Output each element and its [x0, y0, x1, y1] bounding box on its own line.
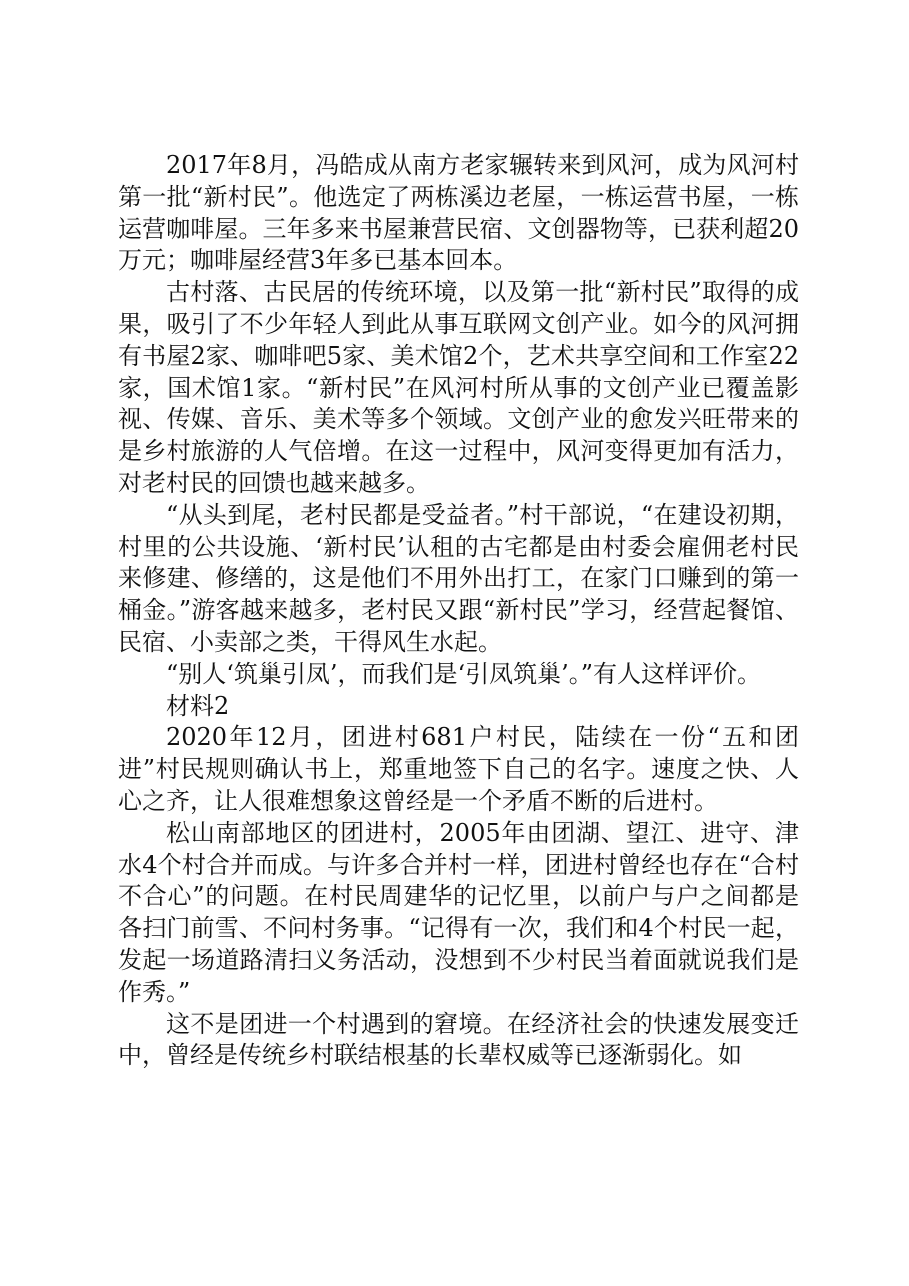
paragraph: 这不是团进一个村遇到的窘境。在经济社会的快速发展变迁中，曾经是传统乡村联结根基的长辈权威等已逐渐弱化。如 — [118, 1009, 799, 1070]
paragraph: “别人‘筑巢引凤’，而我们是‘引凤筑巢’。”有人这样评价。 — [166, 659, 762, 688]
document-body — [118, 150, 799, 1072]
section-heading: 材料2 — [166, 691, 230, 720]
paragraph: “从头到尾，老村民都是受益者。”村干部说，“在建设初期，村里的公共设施、‘新村民’认租的古宅都是由村委会雇佣老村民来修建、修缮的，这是他们不用外出打工，在家门口赚到的第一桶金。”游客越来越多，老村民又跟“新村民”学习，经营起餐馆、民宿、小卖部之类，干得风生水起。 — [118, 500, 799, 656]
paragraph: 2017年8月，冯皓成从南方老家辗转来到风河，成为风河村第一批“新村民”。他选定了两栋溪边老屋，一栋运营书屋，一栋运营咖啡屋。三年多来书屋兼营民宿、文创器物等，已获利超20万元；咖啡屋经营3年多已基本回本。 — [118, 151, 799, 275]
paragraph: 2020年12月，团进村681户村民，陆续在一份“五和团进”村民规则确认书上，郑重地签下自己的名字。速度之快、人心之齐，让人很难想象这曾经是一个矛盾不断的后进村。 — [118, 723, 799, 815]
paragraph: 松山南部地区的团进村，2005年由团湖、望江、进守、津水4个村合并而成。与许多合并村一样，团进村曾经也存在“合村不合心”的问题。在村民周建华的记忆里，以前户与户之间都是各扫门前雪、不问村务事。“记得有一次，我们和4个村民一起，发起一场道路清扫义务活动，没想到不少村民当着面就说我们是作秀。” — [118, 818, 799, 1006]
paragraph: 古村落、古民居的传统环境，以及第一批“新村民”取得的成果，吸引了不少年轻人到此从事互联网文创产业。如今的风河拥有书屋2家、咖啡吧5家、美术馆2个，艺术共享空间和工作室22家，国术馆1家。“新村民”在风河村所从事的文创产业已覆盖影视、传媒、音乐、美术等多个领域。文创产业的愈发兴旺带来的是乡村旅游的人气倍增。在这一过程中，风河变得更加有活力，对老村民的回馈也越来越多。 — [118, 278, 799, 497]
